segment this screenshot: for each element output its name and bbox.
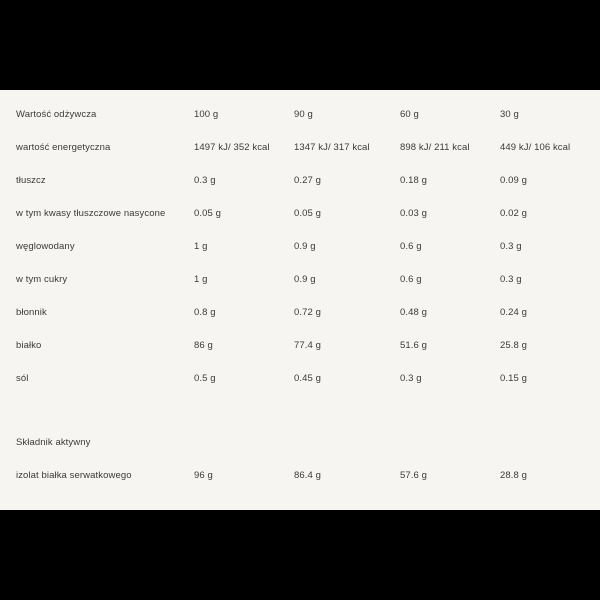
row-value-90g: 77.4 g xyxy=(294,340,322,351)
table-row xyxy=(0,459,600,492)
row-value-100g: 0.5 g xyxy=(194,373,216,384)
row-label: wartość energetyczna xyxy=(16,142,111,153)
row-label: izolat białka serwatkowego xyxy=(16,470,132,481)
table-section-header-row xyxy=(0,425,600,459)
row-value-30g: 0.3 g xyxy=(500,241,522,252)
row-value-60g: 0.6 g xyxy=(400,274,422,285)
row-label: węglowodany xyxy=(16,241,75,252)
row-label: w tym kwasy tłuszczowe nasycone xyxy=(16,208,166,219)
row-value-60g: 57.6 g xyxy=(400,470,428,481)
row-value-100g: 0.05 g xyxy=(194,208,222,219)
row-label: w tym cukry xyxy=(16,274,68,285)
spacer-cell xyxy=(294,395,400,425)
row-value-90g: 0.05 g xyxy=(294,208,322,219)
row-value-30g: 0.15 g xyxy=(500,373,528,384)
row-value-90g: 0.9 g xyxy=(294,241,316,252)
table-row xyxy=(0,98,600,131)
row-value-60g: 0.03 g xyxy=(400,208,428,219)
nutrition-table xyxy=(0,98,600,492)
row-value-100g: 100 g xyxy=(194,109,219,120)
row-value-90g: 0.72 g xyxy=(294,307,322,318)
nutrition-table-body xyxy=(0,98,600,492)
row-value-60g: 898 kJ/ 211 kcal xyxy=(400,142,470,153)
row-value-100g: 1497 kJ/ 352 kcal xyxy=(194,142,270,153)
spacer-cell xyxy=(0,395,194,425)
row-value-90g: 0.9 g xyxy=(294,274,316,285)
row-value-100g: 86 g xyxy=(194,340,213,351)
table-spacer-row xyxy=(0,395,600,425)
row-value-30g: 0.3 g xyxy=(500,274,522,285)
row-value-30g: 28.8 g xyxy=(500,470,528,481)
section-value-60g xyxy=(400,425,500,459)
table-row xyxy=(0,296,600,329)
row-label: sól xyxy=(16,373,29,384)
row-value-30g: 0.24 g xyxy=(500,307,528,318)
row-label: Wartość odżywcza xyxy=(16,109,97,120)
table-row xyxy=(0,197,600,230)
row-label: białko xyxy=(16,340,42,351)
section-label: Składnik aktywny xyxy=(16,437,91,448)
row-value-60g: 60 g xyxy=(400,109,419,120)
row-value-30g: 30 g xyxy=(500,109,519,120)
row-value-100g: 0.3 g xyxy=(194,175,216,186)
row-value-60g: 0.18 g xyxy=(400,175,428,186)
row-label: tłuszcz xyxy=(16,175,46,186)
table-row xyxy=(0,329,600,362)
row-value-30g: 25.8 g xyxy=(500,340,528,351)
table-row xyxy=(0,362,600,395)
section-value-90g xyxy=(294,425,400,459)
row-value-60g: 0.6 g xyxy=(400,241,422,252)
spacer-cell xyxy=(500,395,600,425)
section-value-100g xyxy=(194,425,294,459)
row-value-30g: 449 kJ/ 106 kcal xyxy=(500,142,571,153)
row-value-90g: 0.45 g xyxy=(294,373,322,384)
row-value-60g: 0.48 g xyxy=(400,307,428,318)
row-value-90g: 86.4 g xyxy=(294,470,322,481)
row-value-90g: 90 g xyxy=(294,109,313,120)
row-value-90g: 0.27 g xyxy=(294,175,322,186)
row-value-30g: 0.02 g xyxy=(500,208,528,219)
table-row xyxy=(0,164,600,197)
spacer-cell xyxy=(400,395,500,425)
row-value-90g: 1347 kJ/ 317 kcal xyxy=(294,142,370,153)
section-value-30g xyxy=(500,425,600,459)
spacer-cell xyxy=(194,395,294,425)
row-value-60g: 0.3 g xyxy=(400,373,422,384)
row-value-100g: 1 g xyxy=(194,274,208,285)
row-value-100g: 1 g xyxy=(194,241,208,252)
row-value-100g: 0.8 g xyxy=(194,307,216,318)
row-label: błonnik xyxy=(16,307,47,318)
nutrition-panel xyxy=(0,90,600,510)
table-row xyxy=(0,131,600,164)
row-value-100g: 96 g xyxy=(194,470,213,481)
table-row xyxy=(0,230,600,263)
table-row xyxy=(0,263,600,296)
row-value-30g: 0.09 g xyxy=(500,175,528,186)
row-value-60g: 51.6 g xyxy=(400,340,428,351)
